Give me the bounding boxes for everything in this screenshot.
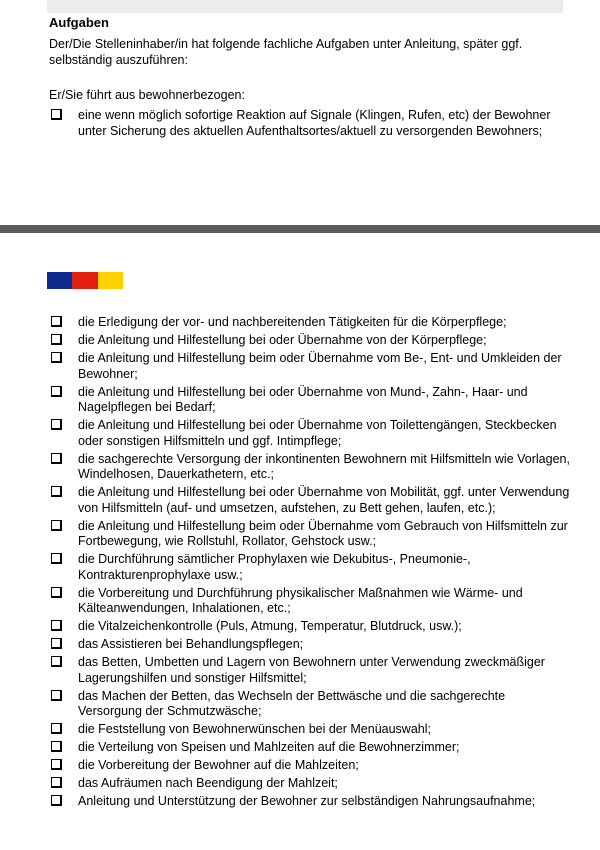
checkbox-icon [51,520,62,531]
task-item [51,418,571,449]
task-text: die Anleitung und Hilfestellung bei oder Übernahme von der Körperpflege; [78,333,487,347]
task-text: eine wenn möglich sofortige Reaktion auf Signale (Klingen, Rufen, etc) der Bewohner unter Sicherung des aktuellen Aufenthaltsortes/aktuell zu versorgenden Bewohners; [78,108,551,138]
task-text: die Vitalzeichenkontrolle (Puls, Atmung, Temperatur, Blutdruck, usw.); [78,619,462,633]
checkbox-icon [51,386,62,397]
task-text: die Anleitung und Hilfestellung bei oder Übernahme von Mobilität, ggf. unter Verwendung von Hilfsmitteln (auf- und umsetzen, aufstehen, zu Bett gehen, laufen, etc.); [78,485,570,515]
page-divider [0,225,600,233]
task-text: die Anleitung und Hilfestellung bei oder Übernahme von Mund-, Zahn-, Haar- und Nagelpflegen bei Bedarf; [78,384,528,414]
task-item [51,586,571,617]
checkbox-icon [51,690,62,701]
task-item [51,722,571,738]
checkbox-icon [51,638,62,649]
task-item [51,108,561,139]
checkbox-icon [51,795,62,806]
task-text: die Vorbereitung der Bewohner auf die Mahlzeiten; [78,758,359,772]
task-item [51,552,571,583]
task-text: das Aufräumen nach Beendigung der Mahlzeit; [78,776,338,790]
task-list-main [51,315,571,812]
checkbox-icon [51,723,62,734]
checkbox-icon [51,334,62,345]
lead-text: Er/Sie führt aus bewohnerbezogen: [49,88,245,102]
task-item [51,385,571,416]
checkbox-icon [51,352,62,363]
checkbox-icon [51,587,62,598]
flag-stripe-3 [98,272,123,289]
task-item [51,758,571,774]
checkbox-icon [51,109,62,120]
checkbox-icon [51,656,62,667]
task-item [51,351,571,382]
checkbox-icon [51,741,62,752]
task-text: die Vorbereitung und Durchführung physikalischer Maßnahmen wie Wärme- und Kälteanwendungen, Inhalationen, etc.; [78,585,523,615]
task-text: die Durchführung sämtlicher Prophylaxen wie Dekubitus-, Pneumonie-, Kontrakturenprophylaxe usw.; [78,552,471,582]
task-item [51,619,571,635]
task-text: das Betten, Umbetten und Lagern von Bewohnern unter Verwendung zweckmäßiger Lagerungshilfen und sonstiger Hilfsmittel; [78,655,545,685]
task-text: Anleitung und Unterstützung der Bewohner zur selbständigen Nahrungsaufnahme; [78,794,536,808]
intro-text: Der/Die Stelleninhaber/in hat folgende fachliche Aufgaben unter Anleitung, später ggf. selbständig auszuführen: [49,37,523,67]
task-item [51,485,571,516]
checkbox-icon [51,553,62,564]
checkbox-icon [51,620,62,631]
task-item [51,655,571,686]
task-text: die Anleitung und Hilfestellung beim oder Übernahme vom Be-, Ent- und Umkleiden der Bewohner; [78,351,562,381]
checkbox-icon [51,316,62,327]
checkbox-icon [51,419,62,430]
task-text: die Anleitung und Hilfestellung bei oder Übernahme von Toilettengängen, Steckbecken oder sonstigen Hilfsmitteln und ggf. Intimpflege; [78,418,557,448]
task-list-top [51,108,561,142]
task-text: die Anleitung und Hilfestellung beim oder Übernahme vom Gebrauch von Hilfsmitteln zur Fortbewegung, wie Rollstuhl, Rollator, Gehstock usw.; [78,518,568,548]
color-flag-logo [47,272,123,289]
header-rule [47,0,563,13]
task-item [51,689,571,720]
page-top-section [0,0,600,225]
task-text: die sachgerechte Versorgung der inkontinenten Bewohnern mit Hilfsmitteln wie Vorlagen, Windelhosen, Dauerkathetern, etc.; [78,451,570,481]
checkbox-icon [51,486,62,497]
checkbox-icon [51,777,62,788]
task-text: das Assistieren bei Behandlungspflegen; [78,637,304,651]
task-item [51,315,571,331]
task-item [51,333,571,349]
task-item [51,776,571,792]
flag-stripe-1 [47,272,72,289]
task-item [51,794,571,810]
task-text: die Verteilung von Speisen und Mahlzeiten auf die Bewohnerzimmer; [78,740,460,754]
checkbox-icon [51,453,62,464]
task-text: die Feststellung von Bewohnerwünschen bei der Menüauswahl; [78,722,431,736]
task-item [51,452,571,483]
section-heading: Aufgaben [49,15,109,30]
checkbox-icon [51,759,62,770]
task-item [51,740,571,756]
task-item [51,637,571,653]
task-item [51,519,571,550]
task-text: das Machen der Betten, das Wechseln der Bettwäsche und die sachgerechte Versorgung der Schmutzwäsche; [78,688,506,718]
flag-stripe-2 [72,272,97,289]
task-text: die Erledigung der vor- und nachbereitenden Tätigkeiten für die Körperpflege; [78,315,507,329]
